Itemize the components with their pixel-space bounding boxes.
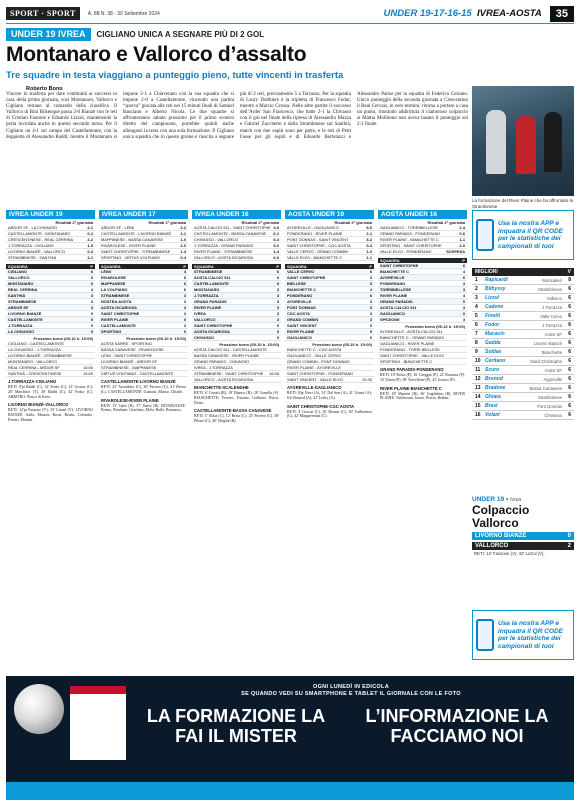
standings-row: RIVAROLESE 6 — [101, 275, 186, 280]
standings-row: STRAMBINESE 3 — [101, 293, 186, 298]
standings-row: SAINT CHRISTOPHE 3 — [101, 311, 186, 316]
standings — [285, 269, 374, 341]
result-row: CRESCENTINESE - REAL CERRINA 2-2 — [8, 237, 93, 242]
match-report-title: LIVORNO BIANZÈ-VALLORCO — [8, 402, 69, 408]
match-report-title: J.TORRAZZA-CIGLIANO — [8, 379, 57, 384]
fixture-row: AYGREVILLE - AOSTA CALCIO 511 — [378, 329, 467, 335]
banner-stripe — [6, 782, 574, 800]
page-number: 35 — [550, 6, 574, 22]
fixture-row: STRAMBINESE - SAINT CHRISTOPHE 16:00 — [194, 371, 279, 376]
fixture-row: LIVORNO BIANZÈ - ARDOR SF — [99, 359, 188, 365]
standings-row: RIVER PLAINE 4 — [380, 293, 465, 298]
fixture-row: BIANCHETTE C - GRAND PARADIS — [378, 335, 467, 341]
ranking-row: 15 Bravi Pont Donnas 6 — [472, 402, 574, 411]
box-title: Colpaccio Vallorco — [472, 503, 530, 530]
result-row: VALLORCO - AOSTA ISCARIOSA 6-0 — [194, 255, 279, 260]
standings-row: STRAMBINESE 3 — [8, 299, 93, 304]
match-report-title: SAINT CHRISTOPHE-CGC AOSTA — [287, 403, 355, 409]
fixture-row: GAGLIANICO - VALLE CERVO — [285, 353, 374, 359]
standings-row: VALLE CERVO 6 — [287, 269, 372, 274]
newspaper-logo: SPORT · SPORT — [6, 7, 80, 20]
standings-header: SQUADRA P — [101, 264, 186, 269]
standings-row: VALLORCO 3 — [194, 317, 279, 322]
ranking-row: 12 Brunod Aygreville 6 — [472, 375, 574, 384]
next-round-label: Prossimo turno (05-10 h. 15:00) — [33, 336, 93, 341]
result-row: CASTELLAMONTE - BASSA CANAVESE 6-1 — [194, 231, 279, 236]
standings — [378, 263, 467, 323]
ranking-row: 16 Volani Chivasso 6 — [472, 411, 574, 420]
banner-tagline: OGNI LUNEDÌ IN EDICOLA SE QUANDO VEDI SU SMARTPHONE E TABLET IL GIORNALE CON LE FOTO — [241, 684, 461, 697]
round-label: Risultati 2ª giornata — [241, 220, 279, 225]
standings-row: RIVER PLAINE 0 — [101, 317, 186, 322]
box-scorers: RETI: 12' Fassone (V), 33' Lizzul (V). — [474, 551, 545, 556]
photo-caption: La formazione del River Plaine che ha affrontato la Strambinese — [472, 198, 573, 209]
fixture-row: SAINT VINCENT - VALLE ELVO 15:30 — [287, 377, 372, 382]
match-report-title: RIVAROLESE-RIVER PLAINE — [101, 397, 159, 403]
standings-row: CASTELLAMONTE 6 — [194, 281, 279, 286]
standings-row: BIELLESE 3 — [287, 281, 372, 286]
match-report-text: RETI: 23' Avondetto (C), 30' Ferrero (C); 41' Bertot (L). CASTELLAMONTE: Gianotti, Musso, Chiadò. — [101, 385, 186, 394]
result-row: ARDOR SF - LA CHIVASSO 2-1 — [8, 225, 93, 230]
result-row: ARDOR SF - LÉINI 2-2 — [101, 225, 186, 230]
round-label: Risultati 2ª giornata — [55, 220, 93, 225]
result-row: LIVORNO BIANZÈ - VALLORCO 0-2 — [8, 249, 93, 254]
standings-row: LA CHIVASSO 0 — [8, 329, 93, 334]
box-sub: Ivrea — [510, 497, 522, 503]
article-body: Vincere in trasferta per dare continuità ai successi in casa della prima giornata, così Montanaro, Vallorco e Cigliano restano al comando della classifica. Il Vallorco di Bini Bilsenque passa 2-0 Bianzè con le reti di Cristian Fassone e Edoardo Lizzul, mantenendo la porta inviolata anche in questo secondo turno. Per il Cigliano un 4-1 sul campo del Castellamonte, con la doppietta di Alessandro Raddi; mentre il Montanaro si impone 2-1 a Chiaverano con la sua squadra che si impone 2-0 a Castellamonte, vincendo una partita “sporca” giocata alle reti nei 15 minuti finali di Samuel Basciano e Alberto Nicola. Le due squadre si affronteranno sabato prossimo per il primo scontro diretto del campionato, potrebbe quindi anche allungarsi la testa con una sola formazione. Il Cigliano unica squadra che in questo girone è riuscita a segnare più di 2 reti, precisamente 5 a Torrazza. Per la squadra di Laury Dobbiere è la tripletta di Francesco Fodor, mentre a Marcio Grossa. Nelle altre partite il successo dell’Arder San Francesco, che batte 2-1 la Chivasso con il gol nel finale della ripresa di Alessandro Mazza e Gabriel Zucchetto e della Strambinese sul Santhià, match con due ospiti sono per parte, e le reti di Petit Fasse per gli ospiti e di Edoardo Bertolazzi e Alessandro Parise per la squadra di Federico Ceriano. Unico punteggio della seconda giornata a Crescentino il Real Cervais, in zero termini, ritorna a portare a casa un punto, ritorando addirittura il clamoroso colpaccio si Mattia Molliteno non aveva basato il punteggio sul 2-2 finale. — [6, 92, 468, 140]
standings-row: VALLORCO 6 — [8, 275, 93, 280]
standings-row: CASTELLAMONTE 0 — [8, 317, 93, 322]
result-row: CHIVASSO - VALLORCO 0-3 — [194, 237, 279, 242]
standings-row: AOSTA ISCARIOSA 0 — [194, 329, 279, 334]
box-label: UNDER 19 — [472, 496, 505, 503]
standings-row: AYGREVILLE 3 — [287, 299, 372, 304]
standings-row: TORRIBIELLESE 3 — [380, 287, 465, 292]
match-report-text: RETI: 12'pt Fassone (V); 33' Lizzul (V). LIVORNO BIANZÈ: Gallo, Mancin, Rossi, Bertin, Colombo, Ferrari, Martini. — [8, 408, 93, 422]
fixture-row: AOSTA CALCIO 511 - CASTELLAMONTE — [192, 347, 281, 353]
standings-row: MAPPANESE 6 — [101, 281, 186, 286]
standings-header: SQUADRA P — [8, 264, 93, 269]
kicker — [6, 28, 574, 41]
author: Roberto Bono — [26, 86, 63, 92]
qr-phone-icon — [476, 619, 494, 651]
ranking-row: 1 Rapicardi Moncalieri 8 — [472, 276, 574, 285]
fixture-row: PONDERANO - TORRI BIELLESE — [378, 347, 467, 353]
next-round-label: Prossimo turno (05-10 h. 15:00) — [312, 342, 372, 347]
standings — [6, 269, 95, 335]
standings-row: AOSTA ISCARIOSA 3 — [101, 305, 186, 310]
newspaper-icon — [70, 686, 126, 760]
result-row: SAINT CHRISTOPHE - CGC AOSTA 0-4 — [287, 243, 372, 248]
league-title: IVREA UNDER 17 — [99, 210, 188, 219]
result-row: SAINT CHRISTOPHE - STRAMBINESE 1-3 — [101, 249, 186, 254]
dateline: A. 88 N. 38 · 30 Settembre 2024 — [87, 10, 160, 17]
fixture-row: LA CHIVASSO - J.TORRAZZA — [6, 347, 95, 353]
result-row: STRAMBINESE - SANTHIÀ 2-1 — [8, 255, 93, 260]
standings-row: CGC AOSTA 3 — [287, 311, 372, 316]
score-row: VALLORCO 2 — [472, 542, 574, 550]
kicker-text: CIGLIANO UNICA A SEGNARE PIÙ DI 2 GOL — [96, 30, 265, 39]
app-promo[interactable]: Usa la nostra APP e inquadra il QR CODE per le statistiche dei campionati di tuoi — [472, 210, 574, 260]
promo-banner[interactable] — [6, 676, 574, 800]
result-row: VALLE CERVO - GRAND COMBIN 1-0 — [287, 249, 372, 254]
standings-row: CASTELLAMONTE 3 — [101, 323, 186, 328]
match-report-text: RETI: 10' Bosio (P), 16' Greggio (P), 22' Rosazza (P), 33' Zanin (P); 38' Vercellone (P), 41' Grosso (P). — [380, 373, 465, 382]
ranking-header: MIGLIORI V — [472, 268, 574, 276]
banner-right-slogan: L’INFORMAZIONE LA FACCIAMO NOI — [365, 706, 549, 746]
match-report-text: RETI: 4' Gorraz (C), 16' Bionaz (C), 30' Vuillermoz (C), 42' Marguerettaz (C). — [287, 409, 372, 419]
team-photo — [472, 86, 574, 196]
ranking-row: 3 Lizzul Vallorco 6 — [472, 294, 574, 303]
standings-header: SQUADRA P — [194, 264, 279, 269]
app-promo[interactable]: Usa la nostra APP e inquadra il QR CODE per le statistiche dei campionati di tuoi — [472, 610, 574, 660]
section-title: UNDER 19-17-16-15 IVREA-AOSTA — [383, 8, 542, 19]
match-report-text: RETI: 6' Cerutti (B), 18' Bianco (B); 28' Gonella (S). BIANCHETTE: Ferrero, Fassino, Galliano, Ricca, Dotta. — [194, 391, 279, 405]
match-report-text: RETI: 15' Gatti (R), 37' Savio (R). RIVAROLESE: Perino, Bonfante, Giachino, Mola, Rolle, Brunasso. — [101, 403, 186, 413]
result-row: RIVER PLAINE - BIANCHETTE C 1-1 — [380, 237, 465, 242]
standings-row: GRAND PARADIS 3 — [194, 299, 279, 304]
fixture-row: REAL CERRINA - ARDOR SF 16:00 — [8, 365, 93, 370]
round-label: Risultati 2ª giornata — [427, 220, 465, 225]
standings-row: LA VOLPIANO 6 — [101, 287, 186, 292]
standings-header: SQUADRA P — [287, 264, 372, 269]
standings-row: IVREA 3 — [194, 311, 279, 316]
headline: Montanaro e Vallorco d’assalto — [6, 43, 307, 66]
standings-row: SAINT VINCENT 0 — [287, 323, 372, 328]
match-report-text: RETI: 8'pt Nuvi (A), 14' Dal Sen (A), 41' Giusti (A); 6'st Brunod (A), 22' Lettry (A). — [287, 391, 372, 400]
next-round-label: Prossimo turno (05-10 h. 15:00) — [405, 324, 465, 329]
fixture-row: IVREA - J.TORRAZZA — [192, 365, 281, 371]
ranking-row: 13 Bradone Bassa Canavese 6 — [472, 384, 574, 393]
fixture-row: GRAND PARADIS - CHIVASSO — [192, 359, 281, 365]
ranking-row: 2 Bilbyssy Strambinese 6 — [472, 285, 574, 294]
result-row: GRAND PARADIS - PONDERANO 0-6 — [380, 231, 465, 236]
fixture-row: VIRTUS VOLPIANO - CASTELLAMONTE — [99, 371, 188, 377]
qr-phone-icon — [476, 219, 494, 251]
standings-row: SAINT CHRISTOPHE 6 — [380, 263, 465, 268]
standings-row: AOSTA CALCIO 511 3 — [380, 305, 465, 310]
match-report-text: RETI: 5' Alloa (C), 12' Berta (C), 25' Ferrero (C), 38' Pilone (C); 40' Ghiglia (B). — [194, 414, 279, 424]
fixture-row: MONTANARO - VALLORCO — [6, 359, 95, 365]
result-row: SPORTING - VIRTUS VOLPIANO 0-4 — [101, 255, 186, 260]
ranking-row: 14 Ghiara Strambinese 6 — [472, 393, 574, 402]
match-report-title: GRAND PARADIS-PONDERANO — [380, 367, 444, 372]
result-row: VALLE ELVO - PONDERANO SOSPESA — [380, 249, 465, 254]
standings-row: PONDERANO 3 — [380, 281, 465, 286]
standings — [99, 269, 188, 335]
result-row: PONDERANO - RIVER PLAINE 2-1 — [287, 231, 372, 236]
standings-row: NOSTRA AOSTA 3 — [101, 299, 186, 304]
league-title: IVREA UNDER 16 — [192, 210, 281, 219]
match-report-title: CASTELLAMONTE-LIVORNO BIANZÈ — [101, 379, 176, 384]
fixture-row: SAINT CHRISTOPHE - PONDERANO — [285, 371, 374, 377]
kicker-tag: UNDER 19 IVREA — [6, 28, 91, 41]
result-row: MAPPANESE - BASSA CANAVESE 1-0 — [101, 237, 186, 242]
standings-row: PONT DONNAS 3 — [287, 305, 372, 310]
match-report-title: CASTELLAMONTE-BASSA CANAVESE — [194, 408, 272, 414]
league-title: AOSTA UNDER 19 — [285, 210, 374, 219]
standings-row: MONTANARO 3 — [194, 287, 279, 292]
league-title: IVREA UNDER 19 — [6, 210, 95, 219]
standings-row: RIVER PLAINE 3 — [194, 305, 279, 310]
standings-row: CHIVASSO 0 — [194, 335, 279, 340]
ranking-row: 7 Macacin Ardor SF 6 — [472, 330, 574, 339]
standings-row: AYGREVILLE 6 — [380, 275, 465, 280]
result-row: RIVAROLESE - RIVER PLAINE 2-0 — [101, 243, 186, 248]
fixture-row: AOSTA SARRE - SPORTING — [99, 341, 188, 347]
result-row: CASTELLAMONTE - MONTANARO 0-2 — [8, 231, 93, 236]
standings-row: J.TORRAZZA 0 — [8, 323, 93, 328]
fixture-row: VALLORCO - AOSTA ISCARIOSA — [192, 377, 281, 383]
sidebar — [472, 210, 574, 680]
standings-row: LIVORNO BIANZÈ 0 — [8, 311, 93, 316]
ranking-row: 5 Finetti Valle Cervo 6 — [472, 312, 574, 321]
standings-row: BIANCHETTE C 4 — [380, 269, 465, 274]
player-figure — [486, 110, 506, 174]
standings-row: RIVER PLAINE 0 — [287, 329, 372, 334]
round-label: Risultati 2ª giornata — [334, 220, 372, 225]
result-row: VALLE ELVO - BIANCHETTE C 1-1 — [287, 255, 372, 260]
subheadline: Tre squadre in testa viaggiano a punteggio pieno, tutte vincenti in trasferta — [6, 70, 344, 81]
result-row: SPORTING - SAINT CHRISTOPHE 2-0 — [380, 243, 465, 248]
standings-row: SAINT CHRISTOPHE 0 — [194, 323, 279, 328]
fixture-row: BIANCHETTE C - CGC AOSTA — [285, 347, 374, 353]
fixture-row: RIVER PLAINE - AYGREVILLE — [285, 365, 374, 371]
fixture-row: CIGLIANO - CASTELLAMONTE — [6, 341, 95, 347]
league-title: AOSTA UNDER 16 — [378, 210, 467, 219]
standings-row: ARDOR SF 3 — [8, 305, 93, 310]
ranking-row: 9 Soldas Bianchette 6 — [472, 348, 574, 357]
match-report-title: RIVER PLAINE-BIANCHETTE C — [380, 385, 442, 391]
standings-row: SPEZIONE 3 — [380, 317, 465, 322]
standings-row: GAGLIANICO 0 — [380, 311, 465, 316]
result-row: GAGLIANICO - TORRIBIELLESE 2-3 — [380, 225, 465, 230]
banner-left-slogan: LA FORMAZIONE LA FAI IL MISTER — [146, 706, 326, 746]
score-row: LIVORNO BIANZÈ 0 — [472, 532, 574, 540]
standings-row: LÉINI 4 — [101, 269, 186, 274]
player-figure — [544, 112, 562, 172]
standings-row: CIGLIANO 6 — [8, 269, 93, 274]
soccer-ball-icon — [14, 684, 64, 734]
result-row: AOSTA CALCIO 511 - SAINT CHRISTOPHE 3-0 — [194, 225, 279, 230]
ranking-row: 6 Fodor J.Torrazza 6 — [472, 321, 574, 330]
standings-row: AOSTA CALCIO 511 6 — [194, 275, 279, 280]
fixture-row: GAGLIANICO - RIVER PLAINE — [378, 341, 467, 347]
result-row: RIVER PLAINE - STRAMBINESE 1-4 — [194, 249, 279, 254]
result-row: PONT DONNAS - SAINT VINCENT 3-2 — [287, 237, 372, 242]
result-row: AYGREVILLE - GAGLIANICO 5-0 — [287, 225, 372, 230]
match-box: UNDER 19 • Ivrea Colpaccio Vallorco LIVORNO BIANZÈ 0 VALLORCO 2 RETI: 12' Fassone (V), 33' Lizzul (V). — [472, 496, 574, 557]
top-players-ranking — [472, 268, 574, 420]
result-row: J.TORRAZZA - CIGLIANO 1-5 — [8, 243, 93, 248]
standings — [192, 269, 281, 341]
masthead — [6, 4, 574, 24]
section-region: IVREA-AOSTA — [477, 8, 542, 19]
standings-row: GRAND PARADIS 0 — [380, 299, 465, 304]
standings-row: REAL CERRINA 4 — [8, 287, 93, 292]
standings-row: SANTHIÀ 3 — [8, 293, 93, 298]
round-label: Risultati 2ª giornata — [148, 220, 186, 225]
fixture-row: LIVORNO BIANZÈ - STRAMBINESE — [6, 353, 95, 359]
standings-row: GAGLIANICO 0 — [287, 335, 372, 340]
standings-row: BIANCHETTE C 4 — [287, 287, 372, 292]
standings-row: STRAMBINESE 6 — [194, 269, 279, 274]
result-row: J.TORRAZZA - GRAND PARADIS 5-0 — [194, 243, 279, 248]
ranking-row: 4 Cadone J.Torrazza 6 — [472, 303, 574, 312]
ranking-row: 8 Gadda Livorno Bianzè 6 — [472, 339, 574, 348]
match-report-text: RETI: 18' Mamini (R), 36' Guglielmo (B). RIVER PLAINE: Vuillermin, Jorioz, Perrin, Bethaz. — [380, 391, 465, 401]
fixture-row: BASSA CANAVESE - RIVER PLAINE — [192, 353, 281, 359]
fixture-row: LÉINI - SAINT CHRISTOPHE — [99, 353, 188, 359]
player-figure — [516, 116, 536, 174]
standings-row: GRAND COMBIN 3 — [287, 317, 372, 322]
ranking-row: 11 Scuro Ardor SF 6 — [472, 366, 574, 375]
fixture-row: SANTHIÀ - CRESCENTINESE 16:00 — [8, 371, 93, 376]
next-round-label: Prossimo turno (05-10 h. 15:00) — [126, 336, 186, 341]
standings-row: PONDERANO 6 — [287, 293, 372, 298]
next-round-label: Prossimo turno (05-10 h. 15:00) — [219, 342, 279, 347]
match-report-text: RETI: 8'pt Raddi (C), 12' Fodor (C), 21' Grossa (C); 20' Marchiori (T), 30' Raddi (C), 42' Fodor (C). ARBITRO: Bosco di Ivrea. — [8, 385, 93, 399]
fixture-row: STRAMBINESE - MAPPANESE — [99, 365, 188, 371]
match-report-title: AYGREVILLE-GAGLIANICO — [287, 385, 342, 390]
fixture-row: SPORTING - BIANCHETTE C — [378, 359, 467, 365]
fixture-row: GRAND COMBIN - PONT DONNAS — [285, 359, 374, 365]
ranking-row: 10 Ceritano Saint Christophe 6 — [472, 357, 574, 366]
fixture-row: SAINT CHRISTOPHE - VALLE ELVO — [378, 353, 467, 359]
standings-header: SQUADRA P — [380, 258, 465, 263]
fixture-row: BASSA CANAVESE - RIVAROLESE — [99, 347, 188, 353]
standings-row: MONTANARO 6 — [8, 281, 93, 286]
result-row: CASTELLAMONTE - LIVORNO BIANZÈ 2-1 — [101, 231, 186, 236]
standings-row: SPORTING 0 — [101, 329, 186, 334]
standings-row: SAINT CHRISTOPHE 3 — [287, 275, 372, 280]
standings-row: J.TORRAZZA 3 — [194, 293, 279, 298]
match-report-title: BIANCHETTE-SCALENGHE — [194, 385, 249, 390]
